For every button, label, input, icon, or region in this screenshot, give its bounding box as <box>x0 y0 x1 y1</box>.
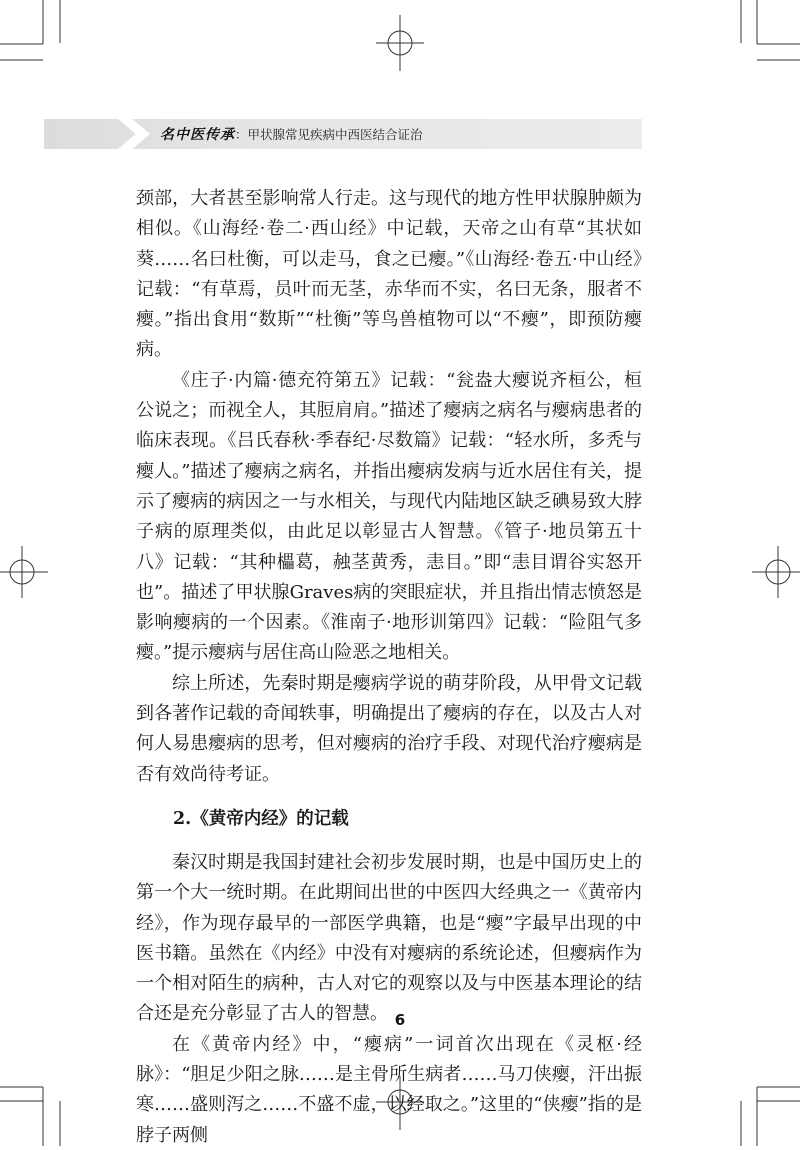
body-paragraph: 在《黄帝内经》中，“瘿病”一词首次出现在《灵枢·经脉》：“胆足少阳之脉……是主骨所生病者……马刀侠瘿，汗出振寒……盛则泻之……不盛不虚，以经取之。”这里的“侠瘿”指的是脖子两侧 <box>136 1033 642 1146</box>
body-paragraph: 秦汉时期是我国封建社会初步发展时期，也是中国历史上的第一个大一统时期。在此期间出世的中医四大经典之一《黄帝内经》，作为现存最早的一部医学典籍，也是“瘿”字最早出现的中医书籍。虽然在《内经》中没有对瘿病的系统论述，但瘿病作为一个相对陌生的病种，古人对它的观察以及与中医基本理论的结合还是充分彰显了古人的智慧。 <box>136 851 642 1025</box>
registration-mark-right <box>752 546 800 598</box>
page-number: 6 <box>394 1011 406 1029</box>
registration-mark-top <box>376 15 424 71</box>
body-paragraph: 颈部，大者甚至影响常人行走。这与现代的地方性甲状腺肿颇为相似。《山海经·卷二·西山经》中记载，天帝之山有草“其状如葵……名曰杜衡，可以走马，食之已瘿。”《山海经·卷五·中山经》记载：“有草焉，员叶而无茎，赤华而不实，名曰无条，服者不瘿。”指出食用“数斯”“杜衡”等鸟兽植物可以“不瘿”，即预防瘿病。 <box>136 188 642 361</box>
series-title: 名中医传承 <box>160 127 235 143</box>
running-header <box>160 124 423 144</box>
body-paragraph: 《庄子·内篇·德充符第五》记载：“瓮盎大瘿说齐桓公，桓公说之；而视全人，其脰肩肩。”描述了瘿病之病名与瘿病患者的临床表现。《吕氏春秋·季春纪·尽数篇》记载：“轻水所，多秃与瘿人。”描述了瘿病之病名，并指出瘿病发病与近水居住有关，提示了瘿病的病因之一与水相关，与现代内陆地区缺乏碘易致大脖子病的原理类似，由此足以彰显古人智慧。《管子·地员第五十八》记载：“其种櫑葛，赨茎黄秀，恚目。”即“恚目谓谷实怒开也”。描述了甲状腺Graves病的突眼症状，并且指出情志愤怒是影响瘿病的一个因素。《淮南子·地形训第四》记载：“险阻气多瘿。”提示瘿病与居住高山险恶之地相关。 <box>136 369 642 664</box>
registration-mark-left <box>0 546 48 598</box>
page-body <box>136 184 642 1151</box>
book-title: ：甲状腺常见疾病中西医结合证治 <box>235 127 423 142</box>
section-heading: 2.《黄帝内经》的记载 <box>173 808 349 829</box>
body-paragraph: 综上所述，先秦时期是瘿病学说的萌芽阶段，从甲骨文记载到各著作记载的奇闻轶事，明确提出了瘿病的存在，以及古人对何人易患瘿病的思考，但对瘿病的治疗手段、对现代治疗瘿病是否有效尚待考证。 <box>136 672 642 785</box>
